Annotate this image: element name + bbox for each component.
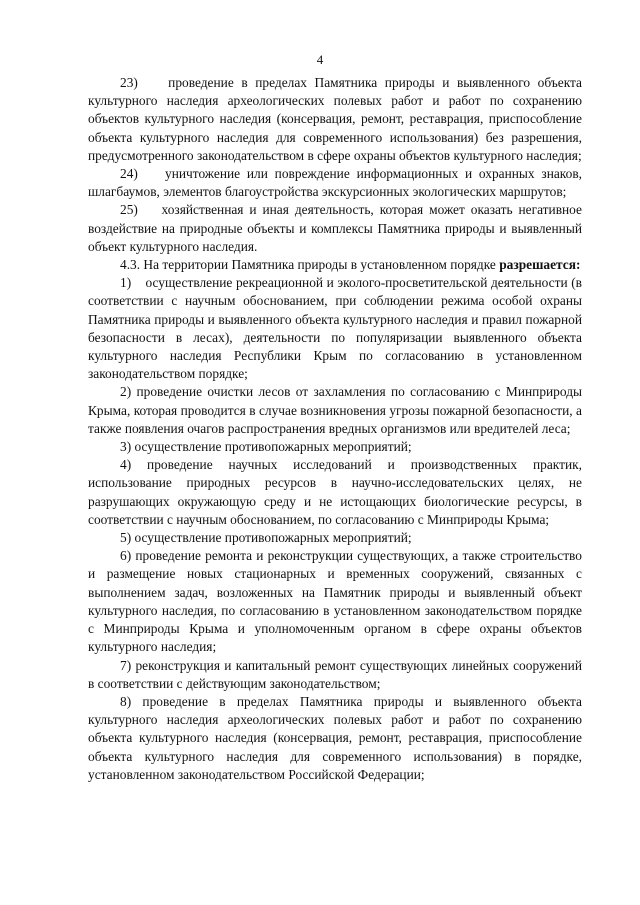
- paragraph-allowed-4: 4) проведение научных исследований и производственных практик, использование природных ресурсов в научно-исследовательских целях, не разрушающих окружающую среду и не истощающих биологические ресурсы, в соответствии с научным обоснованием, по согласованию с Минприроды Крыма;: [88, 457, 582, 527]
- paragraph-item-25: 25) хозяйственная и иная деятельность, которая может оказать негативное воздействие на природные объекты и комплексы Памятника природы и выявленный объект культурного наследия.: [88, 202, 582, 254]
- paragraph-allowed-5: 5) осуществление противопожарных мероприятий;: [120, 530, 412, 546]
- paragraph-allowed-1: 1) осуществление рекреационной и эколого-просветительской деятельности (в соответствии с научным обоснованием, при соблюдении режима особой охраны Памятника природы и выявленного объекта культурного наследия и правил пожарной безопасности в лесах), деятельности по популяризации выявленного объекта культурного наследия Республики Крым по согласованию в установленном законодательством порядке;: [88, 275, 582, 382]
- document-body: [88, 74, 582, 784]
- paragraph-allowed-6: 6) проведение ремонта и реконструкции существующих, а также строительство и размещение новых стационарных и временных сооружений, связанных с выполнением задач, возложенных на Памятник природы и выявленный объект культурного наследия, по согласованию в установленном законодательством порядке с Минприроды Крыма и уполномоченным органом в сфере охраны объектов культурного наследия;: [88, 548, 582, 655]
- page-number: 4: [316, 52, 324, 67]
- paragraph-item-23: 23) проведение в пределах Памятника природы и выявленного объекта культурного наследия археологических полевых работ и работ по сохранению объектов культурного наследия (консервация, ремонт, реставрация, приспособление объекта культурного наследия для современного использования) без разрешения, предусмотренного законодательством в сфере охраны объектов культурного наследия;: [88, 75, 582, 163]
- paragraph-allowed-8: 8) проведение в пределах Памятника природы и выявленного объекта культурного наследия археологических полевых работ и работ по сохранению объекта культурного наследия (консервация, ремонт, реставрация, приспособление объекта культурного наследия для современного использования) в порядке, установленном законодательством Российской Федерации;: [88, 693, 582, 782]
- paragraph-section-4-3: 4.3. На территории Памятника природы в установленном порядке разрешается:: [120, 257, 581, 273]
- paragraph-allowed-2: 2) проведение очистки лесов от захламления по согласованию с Минприроды Крыма, которая проводится в случае возникновения угрозы пожарной безопасности, а также появления очагов распространения вредных организмов или вредителей леса;: [88, 384, 582, 436]
- paragraph-allowed-7: 7) реконструкция и капитальный ремонт существующих линейных сооружений в соответствии с действующим законодательством;: [88, 657, 582, 691]
- paragraph-allowed-3: 3) осуществление противопожарных мероприятий;: [120, 439, 412, 455]
- bold-term: разрешается:: [499, 257, 581, 273]
- paragraph-item-24: 24) уничтожение или повреждение информационных и охранных знаков, шлагбаумов, элементов благоустройства экскурсионных экологических маршрутов;: [88, 166, 582, 200]
